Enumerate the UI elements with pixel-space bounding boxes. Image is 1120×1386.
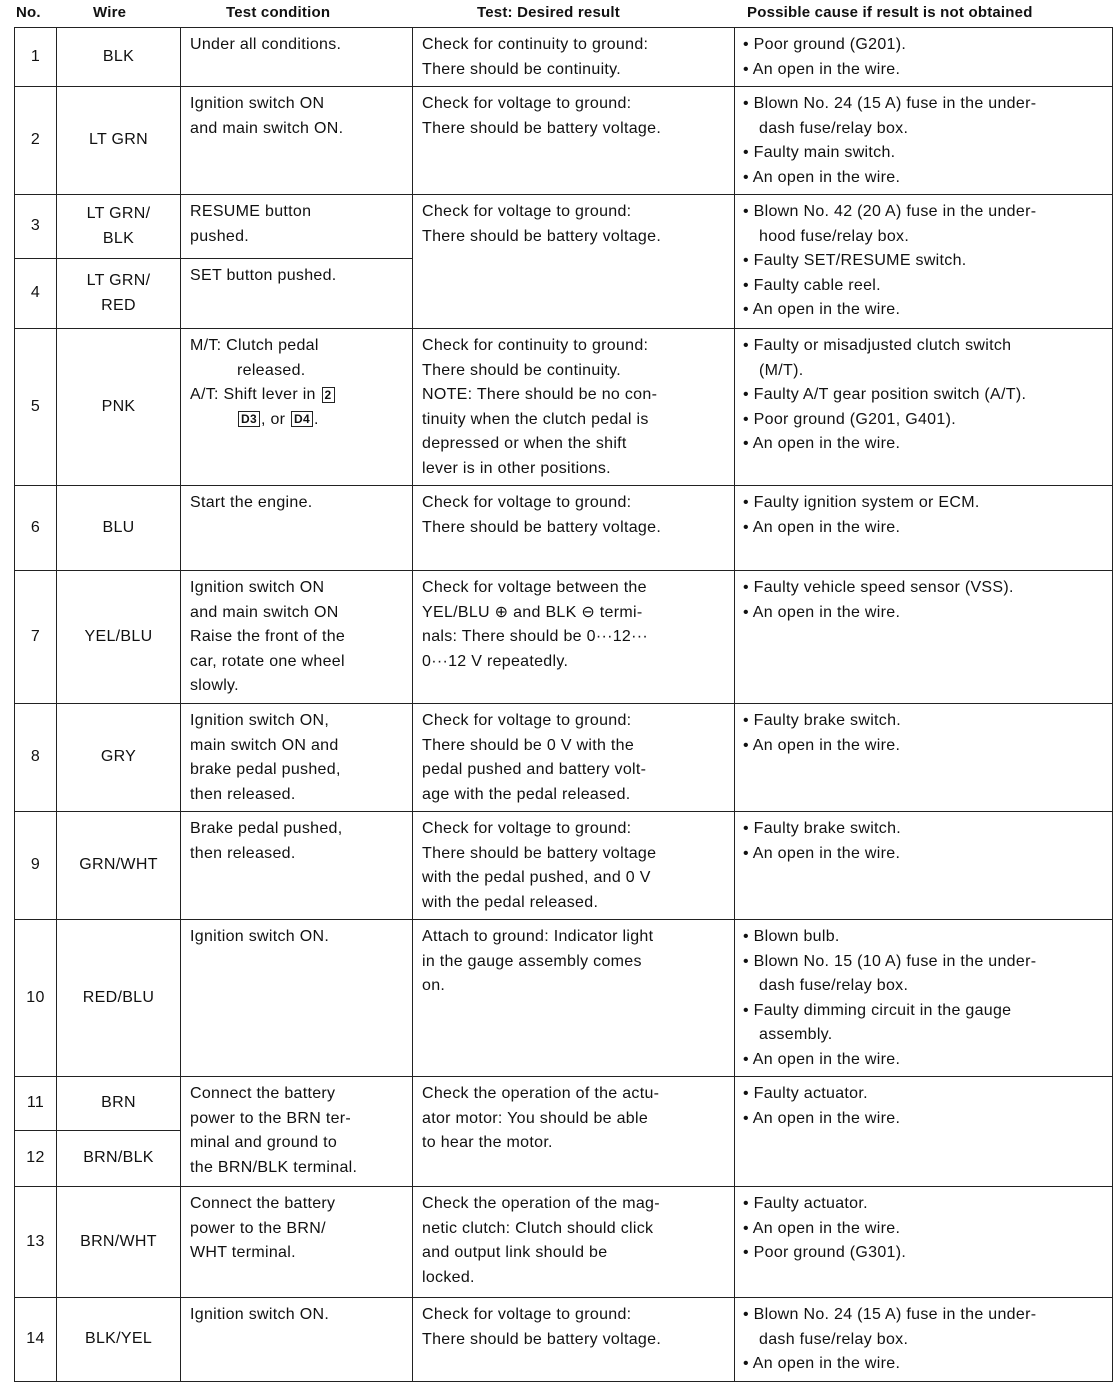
test-condition <box>181 486 413 571</box>
cause-text: Blown No. 24 (15 A) fuse in the under- <box>753 95 1037 112</box>
condition-text: . <box>313 410 319 428</box>
wire-color-text: GRN/WHT <box>79 856 158 874</box>
result-text: YEL/BLU ⊕ and BLK ⊖ termi- <box>422 603 643 621</box>
cause-text: An open in the wire. <box>752 1355 901 1372</box>
wire-color-text: RED/BLU <box>82 988 155 1006</box>
possible-cause <box>735 87 1113 195</box>
condition-text: the BRN/BLK terminal. <box>190 1158 358 1176</box>
desired-result <box>413 571 735 704</box>
cause-continuation: dash fuse/relay box. <box>759 977 909 994</box>
cause-text: An open in the wire. <box>752 435 901 452</box>
test-condition <box>181 87 413 195</box>
wire-color <box>57 920 181 1077</box>
result-text: netic clutch: Clutch should click <box>422 1219 654 1237</box>
cause-text: An open in the wire. <box>752 1109 901 1127</box>
cause-item: • An open in the wire. <box>743 435 901 452</box>
desired-result <box>413 28 735 87</box>
table-row <box>15 704 1113 812</box>
cause-item: • Faulty actuator. <box>743 1195 868 1212</box>
row-number: 1 <box>15 28 57 87</box>
wire-color <box>57 195 181 259</box>
wire-color-text: LT GRN <box>89 131 148 149</box>
cause-text: Poor ground (G301). <box>753 1244 907 1261</box>
gear-d3-icon: D3 <box>238 411 260 427</box>
wire-color <box>57 704 181 812</box>
cause-item: • Faulty ignition system or ECM. <box>743 494 980 511</box>
table-row <box>15 571 1113 704</box>
table-row <box>15 812 1113 920</box>
row-number: 2 <box>15 87 57 195</box>
cause-text: An open in the wire. <box>752 168 901 186</box>
condition-text: Under all conditions. <box>190 36 342 53</box>
header-desired-result: Test: Desired result <box>477 4 620 21</box>
result-text: There should be battery voltage <box>422 844 657 862</box>
possible-cause <box>735 28 1113 87</box>
cause-text: Faulty cable reel. <box>753 276 881 294</box>
condition-text: Ignition switch ON. <box>190 928 330 945</box>
gear-d4-icon: D4 <box>291 411 313 427</box>
wire-color <box>57 87 181 195</box>
wire-color-text: RED <box>101 296 136 314</box>
cause-item: • Blown No. 24 (15 A) fuse in the under- <box>743 95 1037 112</box>
cause-text: An open in the wire. <box>752 736 901 754</box>
cause-text: Blown No. 15 (10 A) fuse in the under- <box>753 952 1037 970</box>
result-text: Check for voltage to ground: <box>422 1306 632 1323</box>
result-text: Check for voltage between the <box>422 579 647 596</box>
cause-item: • Blown No. 24 (15 A) fuse in the under- <box>743 1306 1037 1323</box>
result-text: depressed or when the shift <box>422 435 627 452</box>
condition-text: then released. <box>190 844 296 862</box>
result-text: Check for voltage to ground: <box>422 203 632 220</box>
cause-text: An open in the wire. <box>752 844 901 862</box>
condition-text: slowly. <box>190 677 239 694</box>
row-number: 4 <box>15 259 57 329</box>
row-number: 5 <box>15 329 57 486</box>
wire-color <box>57 486 181 571</box>
cause-text: An open in the wire. <box>752 301 901 318</box>
table-row <box>15 1187 1113 1298</box>
wire-color <box>57 329 181 486</box>
condition-text: pushed. <box>190 227 250 245</box>
cause-text: Faulty vehicle speed sensor (VSS). <box>753 579 1014 596</box>
cause-text: Faulty A/T gear position switch (A/T). <box>753 386 1027 403</box>
cause-item: • An open in the wire. <box>743 301 901 318</box>
cause-text: Poor ground (G201). <box>753 36 907 53</box>
row-number: 7 <box>15 571 57 704</box>
condition-text: car, rotate one wheel <box>190 652 345 670</box>
cause-text: Blown No. 24 (15 A) fuse in the under- <box>753 1306 1037 1323</box>
condition-text: Connect the battery <box>190 1195 336 1212</box>
condition-text: Connect the battery <box>190 1085 336 1102</box>
condition-at-gears <box>190 408 406 433</box>
cause-item: • Faulty A/T gear position switch (A/T). <box>743 386 1027 403</box>
desired-result <box>413 87 735 195</box>
desired-result <box>413 1077 735 1187</box>
result-text: Check the operation of the actu- <box>422 1085 660 1102</box>
cause-text: Faulty main switch. <box>753 144 896 161</box>
cause-item: • An open in the wire. <box>743 844 901 862</box>
wire-color <box>57 28 181 87</box>
desired-result <box>413 1187 735 1298</box>
table-row <box>15 920 1113 1077</box>
cause-continuation: assembly. <box>759 1026 833 1043</box>
table-row <box>15 1077 1113 1131</box>
cause-item: • An open in the wire. <box>743 1109 901 1127</box>
cause-item: • An open in the wire. <box>743 603 901 621</box>
cause-item: • Faulty main switch. <box>743 144 896 161</box>
test-condition <box>181 812 413 920</box>
desired-result <box>413 812 735 920</box>
result-text: Check for voltage to ground: <box>422 95 632 112</box>
cause-item: • Poor ground (G201, G401). <box>743 410 956 428</box>
header-wire: Wire <box>93 4 127 21</box>
desired-result <box>413 486 735 571</box>
wire-color-text: BRN/BLK <box>83 1149 154 1167</box>
possible-cause <box>735 920 1113 1077</box>
cause-text: Faulty actuator. <box>753 1085 868 1102</box>
result-text: lever is in other positions. <box>422 459 611 477</box>
cause-text: An open in the wire. <box>752 518 901 536</box>
possible-cause <box>735 329 1113 486</box>
cause-continuation: dash fuse/relay box. <box>759 1330 909 1348</box>
test-condition <box>181 1298 413 1382</box>
cause-text: An open in the wire. <box>752 60 901 78</box>
cause-item: • Blown bulb. <box>743 928 840 945</box>
cause-text: An open in the wire. <box>752 1050 901 1068</box>
cause-text: Faulty SET/RESUME switch. <box>753 252 967 269</box>
desired-result <box>413 704 735 812</box>
test-condition <box>181 28 413 87</box>
cause-item: • An open in the wire. <box>743 1355 901 1372</box>
wire-color-text: GRY <box>100 748 137 766</box>
cause-item: • Faulty brake switch. <box>743 712 902 729</box>
wire-color-text: LT GRN/ <box>86 272 151 289</box>
possible-cause <box>735 812 1113 920</box>
condition-text: and main switch ON <box>190 603 339 621</box>
gear-2-icon: 2 <box>322 387 335 403</box>
cause-item: • Faulty or misadjusted clutch switch <box>743 337 1012 354</box>
cause-text: An open in the wire. <box>752 603 901 621</box>
cause-text: Faulty actuator. <box>753 1195 868 1212</box>
cause-continuation: dash fuse/relay box. <box>759 119 909 137</box>
wire-color-text: BRN <box>101 1094 136 1112</box>
desired-result <box>413 329 735 486</box>
condition-text: RESUME button <box>190 203 312 220</box>
possible-cause <box>735 1298 1113 1382</box>
wire-color <box>57 1187 181 1298</box>
cause-item: • Faulty actuator. <box>743 1085 868 1102</box>
table-row <box>15 486 1113 571</box>
condition-text: WHT terminal. <box>190 1244 296 1261</box>
possible-cause <box>735 571 1113 704</box>
cause-text: Faulty brake switch. <box>753 820 902 837</box>
wire-color-text: PNK <box>101 397 136 415</box>
condition-text: Shift lever in <box>223 386 316 403</box>
cause-item: • An open in the wire. <box>743 1219 901 1237</box>
row-number: 13 <box>15 1187 57 1298</box>
wire-color <box>57 259 181 329</box>
test-condition <box>181 704 413 812</box>
cause-text: Blown No. 42 (20 A) fuse in the under- <box>753 203 1037 220</box>
result-text: with the pedal released. <box>422 893 599 911</box>
result-text: There should be battery voltage. <box>422 119 662 137</box>
cause-item: • Blown No. 15 (10 A) fuse in the under- <box>743 952 1037 970</box>
row-number: 11 <box>15 1077 57 1131</box>
result-text: nals: There should be 0···12··· <box>422 628 648 645</box>
result-text: ator motor: You should be able <box>422 1109 649 1127</box>
possible-cause <box>735 1187 1113 1298</box>
cause-item: • Blown No. 42 (20 A) fuse in the under- <box>743 203 1037 220</box>
table-row <box>15 1298 1113 1382</box>
condition-prefix-mt: M/T: <box>190 337 222 354</box>
possible-cause <box>735 704 1113 812</box>
result-text: Check for continuity to ground: <box>422 36 649 53</box>
result-text: Check for voltage to ground: <box>422 712 632 729</box>
result-text: Check for voltage to ground: <box>422 820 632 837</box>
condition-text: Start the engine. <box>190 494 313 511</box>
condition-text: Raise the front of the <box>190 628 346 645</box>
wire-color <box>57 571 181 704</box>
cause-text: Faulty dimming circuit in the gauge <box>753 1001 1012 1019</box>
table-row <box>15 195 1113 259</box>
result-text: to hear the motor. <box>422 1134 553 1151</box>
result-text: tinuity when the clutch pedal is <box>422 410 649 428</box>
condition-text: main switch ON and <box>190 736 339 754</box>
cause-item: • Faulty cable reel. <box>743 276 881 294</box>
cause-item: • An open in the wire. <box>743 60 901 78</box>
cause-item: • An open in the wire. <box>743 736 901 754</box>
condition-text: released. <box>237 361 306 379</box>
cause-item: • Faulty dimming circuit in the gauge <box>743 1001 1012 1019</box>
result-text: with the pedal pushed, and 0 V <box>422 869 651 886</box>
cause-text: Poor ground (G201, G401). <box>753 410 956 428</box>
condition-text: power to the BRN ter- <box>190 1109 352 1127</box>
cause-continuation: hood fuse/relay box. <box>759 227 910 245</box>
result-text: NOTE: There should be no con- <box>422 386 658 403</box>
wire-color-text: BRN/WHT <box>80 1232 157 1250</box>
cause-item: • Poor ground (G301). <box>743 1244 907 1261</box>
row-number: 9 <box>15 812 57 920</box>
result-text: Attach to ground: Indicator light <box>422 928 654 945</box>
cause-text: Blown bulb. <box>753 928 840 945</box>
condition-mt <box>190 334 406 359</box>
result-text: age with the pedal released. <box>422 785 631 803</box>
wire-color-text: LT GRN/ <box>86 205 151 222</box>
cause-item: • An open in the wire. <box>743 168 901 186</box>
condition-text: SET button pushed. <box>190 267 337 284</box>
row-number: 10 <box>15 920 57 1077</box>
wire-color <box>57 1298 181 1382</box>
wire-color-text: BLU <box>102 518 135 536</box>
test-condition <box>181 259 413 329</box>
desired-result <box>413 1298 735 1382</box>
result-text: locked. <box>422 1268 475 1286</box>
result-text: There should be battery voltage. <box>422 1330 662 1348</box>
condition-text: Ignition switch ON <box>190 95 325 112</box>
condition-text: Ignition switch ON. <box>190 1306 330 1323</box>
result-text: There should be battery voltage. <box>422 518 662 536</box>
test-condition <box>181 195 413 259</box>
header-possible-cause: Possible cause if result is not obtained <box>747 4 1033 21</box>
condition-text: Brake pedal pushed, <box>190 820 343 837</box>
cause-text: Faulty or misadjusted clutch switch <box>753 337 1012 354</box>
condition-text: then released. <box>190 785 296 803</box>
result-text: There should be battery voltage. <box>422 227 662 245</box>
row-number: 8 <box>15 704 57 812</box>
row-number: 6 <box>15 486 57 571</box>
condition-text: Ignition switch ON, <box>190 712 330 729</box>
condition-text: minal and ground to <box>190 1134 338 1151</box>
result-text: 0···12 V repeatedly. <box>422 652 569 670</box>
header-test-condition: Test condition <box>226 4 331 21</box>
table-row <box>15 28 1113 87</box>
condition-text: Ignition switch ON <box>190 579 325 596</box>
wire-color <box>57 1077 181 1131</box>
wire-color <box>57 812 181 920</box>
wire-color <box>57 1131 181 1187</box>
result-text: pedal pushed and battery volt- <box>422 761 647 778</box>
test-condition <box>181 1077 413 1187</box>
cause-item: • Faulty brake switch. <box>743 820 902 837</box>
condition-text: Clutch pedal <box>226 337 319 354</box>
possible-cause <box>735 1077 1113 1187</box>
cause-item: • An open in the wire. <box>743 518 901 536</box>
cause-text: Faulty ignition system or ECM. <box>753 494 980 511</box>
wire-test-table <box>14 27 1113 1382</box>
wire-color-text: BLK/YEL <box>84 1330 153 1348</box>
cause-continuation: (M/T). <box>759 361 804 379</box>
condition-prefix-at: A/T: <box>190 386 219 403</box>
result-text: There should be continuity. <box>422 361 622 379</box>
result-text: and output link should be <box>422 1244 608 1261</box>
row-number: 14 <box>15 1298 57 1382</box>
test-condition <box>181 571 413 704</box>
desired-result <box>413 195 735 329</box>
result-text: There should be continuity. <box>422 60 622 78</box>
row-number: 12 <box>15 1131 57 1187</box>
possible-cause <box>735 486 1113 571</box>
result-text: There should be 0 V with the <box>422 736 635 754</box>
cause-item: • Poor ground (G201). <box>743 36 907 53</box>
result-text: Check for continuity to ground: <box>422 337 649 354</box>
cause-item: • Faulty SET/RESUME switch. <box>743 252 967 269</box>
test-condition <box>181 329 413 486</box>
result-text: Check for voltage to ground: <box>422 494 632 511</box>
condition-text: brake pedal pushed, <box>190 761 341 778</box>
result-text: in the gauge assembly comes <box>422 952 642 970</box>
result-text: Check the operation of the mag- <box>422 1195 660 1212</box>
condition-at <box>190 383 406 408</box>
cause-item: • Faulty vehicle speed sensor (VSS). <box>743 579 1014 596</box>
wire-color-text: BLK <box>102 229 135 247</box>
condition-text: , or <box>260 410 286 428</box>
possible-cause <box>735 195 1113 329</box>
result-text: on. <box>422 977 446 994</box>
cause-text: Faulty brake switch. <box>753 712 902 729</box>
test-condition <box>181 1187 413 1298</box>
cause-item: • An open in the wire. <box>743 1050 901 1068</box>
table-row <box>15 329 1113 486</box>
condition-text: power to the BRN/ <box>190 1219 326 1237</box>
cause-text: An open in the wire. <box>752 1219 901 1237</box>
desired-result <box>413 920 735 1077</box>
header-no: No. <box>16 4 41 21</box>
table-row <box>15 87 1113 195</box>
condition-text: and main switch ON. <box>190 119 344 137</box>
wire-color-text: BLK <box>102 47 135 65</box>
test-condition <box>181 920 413 1077</box>
row-number: 3 <box>15 195 57 259</box>
wire-color-text: YEL/BLU <box>84 627 153 645</box>
